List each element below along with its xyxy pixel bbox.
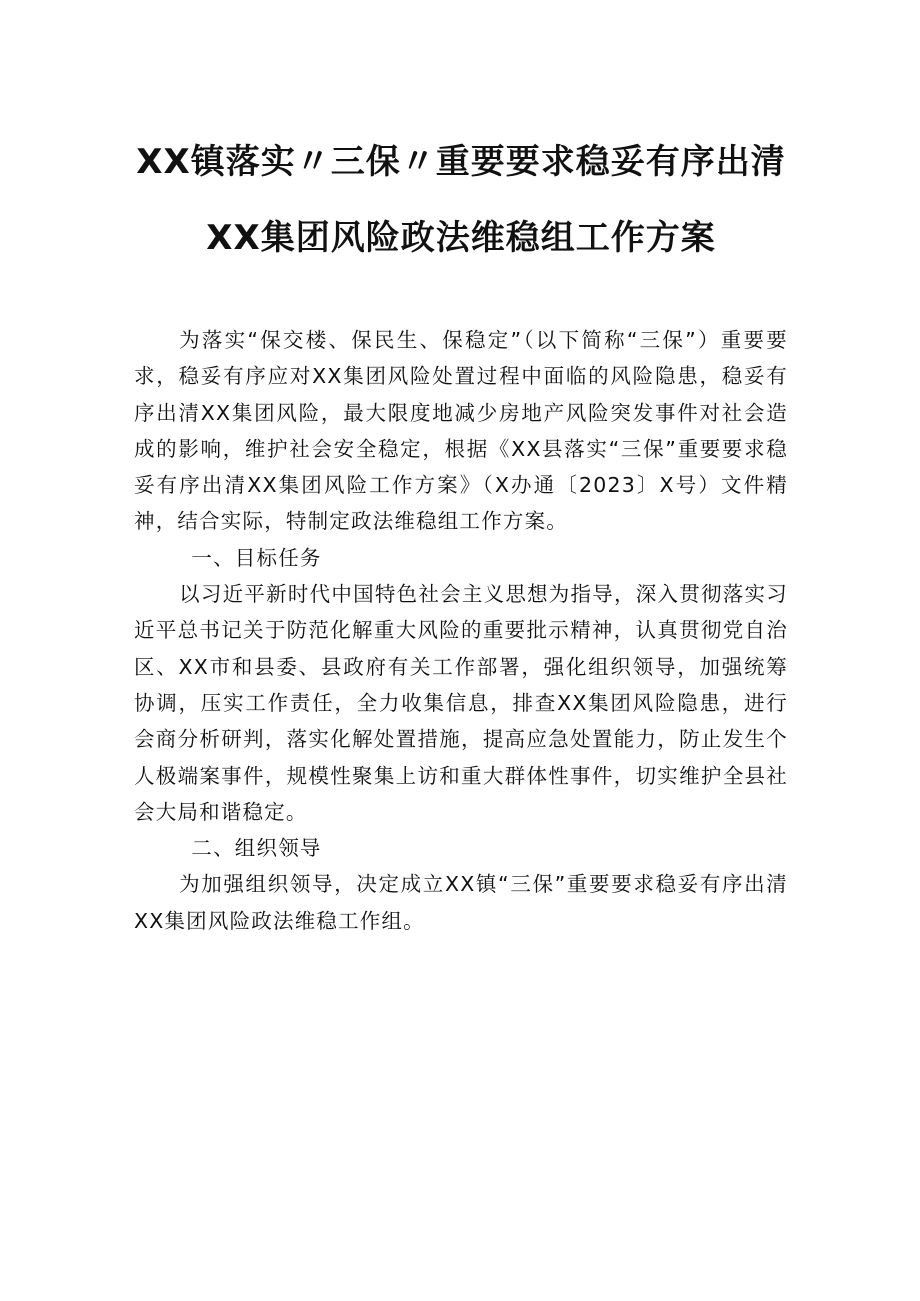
title-line-1: XX镇落实〃三保〃重要要求稳妥有序出清 [136, 142, 786, 182]
paragraph-organization: 为加强组织领导，决定成立XX镇“三保”重要要求稳妥有序出清XX集团风险政法维稳工作组。 [134, 872, 788, 933]
document-title [134, 132, 788, 268]
section-heading-objectives: 一、目标任务 [191, 545, 322, 570]
section-heading-organization: 二、组织领导 [191, 836, 322, 861]
paragraph-intro: 为落实“保交楼、保民生、保稳定”（以下简称“三保”）重要要求，稳妥有序应对XX集团风险处置过程中面临的风险隐患，稳妥有序出清XX集团风险，最大限度地减少房地产风险突发事件对社会造成的影响，维护社会安全稳定，根据《XX县落实“三保”重要要求稳妥有序出清XX集团风险工作方案》（X办通〔2023〕X号）文件精神，结合实际，特制定政法维稳组工作方案。 [134, 328, 788, 534]
paragraph-objectives: 以习近平新时代中国特色社会主义思想为指导，深入贯彻落实习近平总书记关于防范化解重大风险的重要批示精神，认真贯彻党自治区、XX市和县委、县政府有关工作部署，强化组织领导，加强统筹协调，压实工作责任，全力收集信息，排查XX集团风险隐患，进行会商分析研判，落实化解处置措施，提高应急处置能力，防止发生个人极端案事件，规模性聚集上访和重大群体性事件，切实维护全县社会大局和谐稳定。 [134, 582, 788, 824]
document-body [134, 322, 788, 939]
title-line-2: XX集团风险政法维稳组工作方案 [206, 218, 716, 258]
